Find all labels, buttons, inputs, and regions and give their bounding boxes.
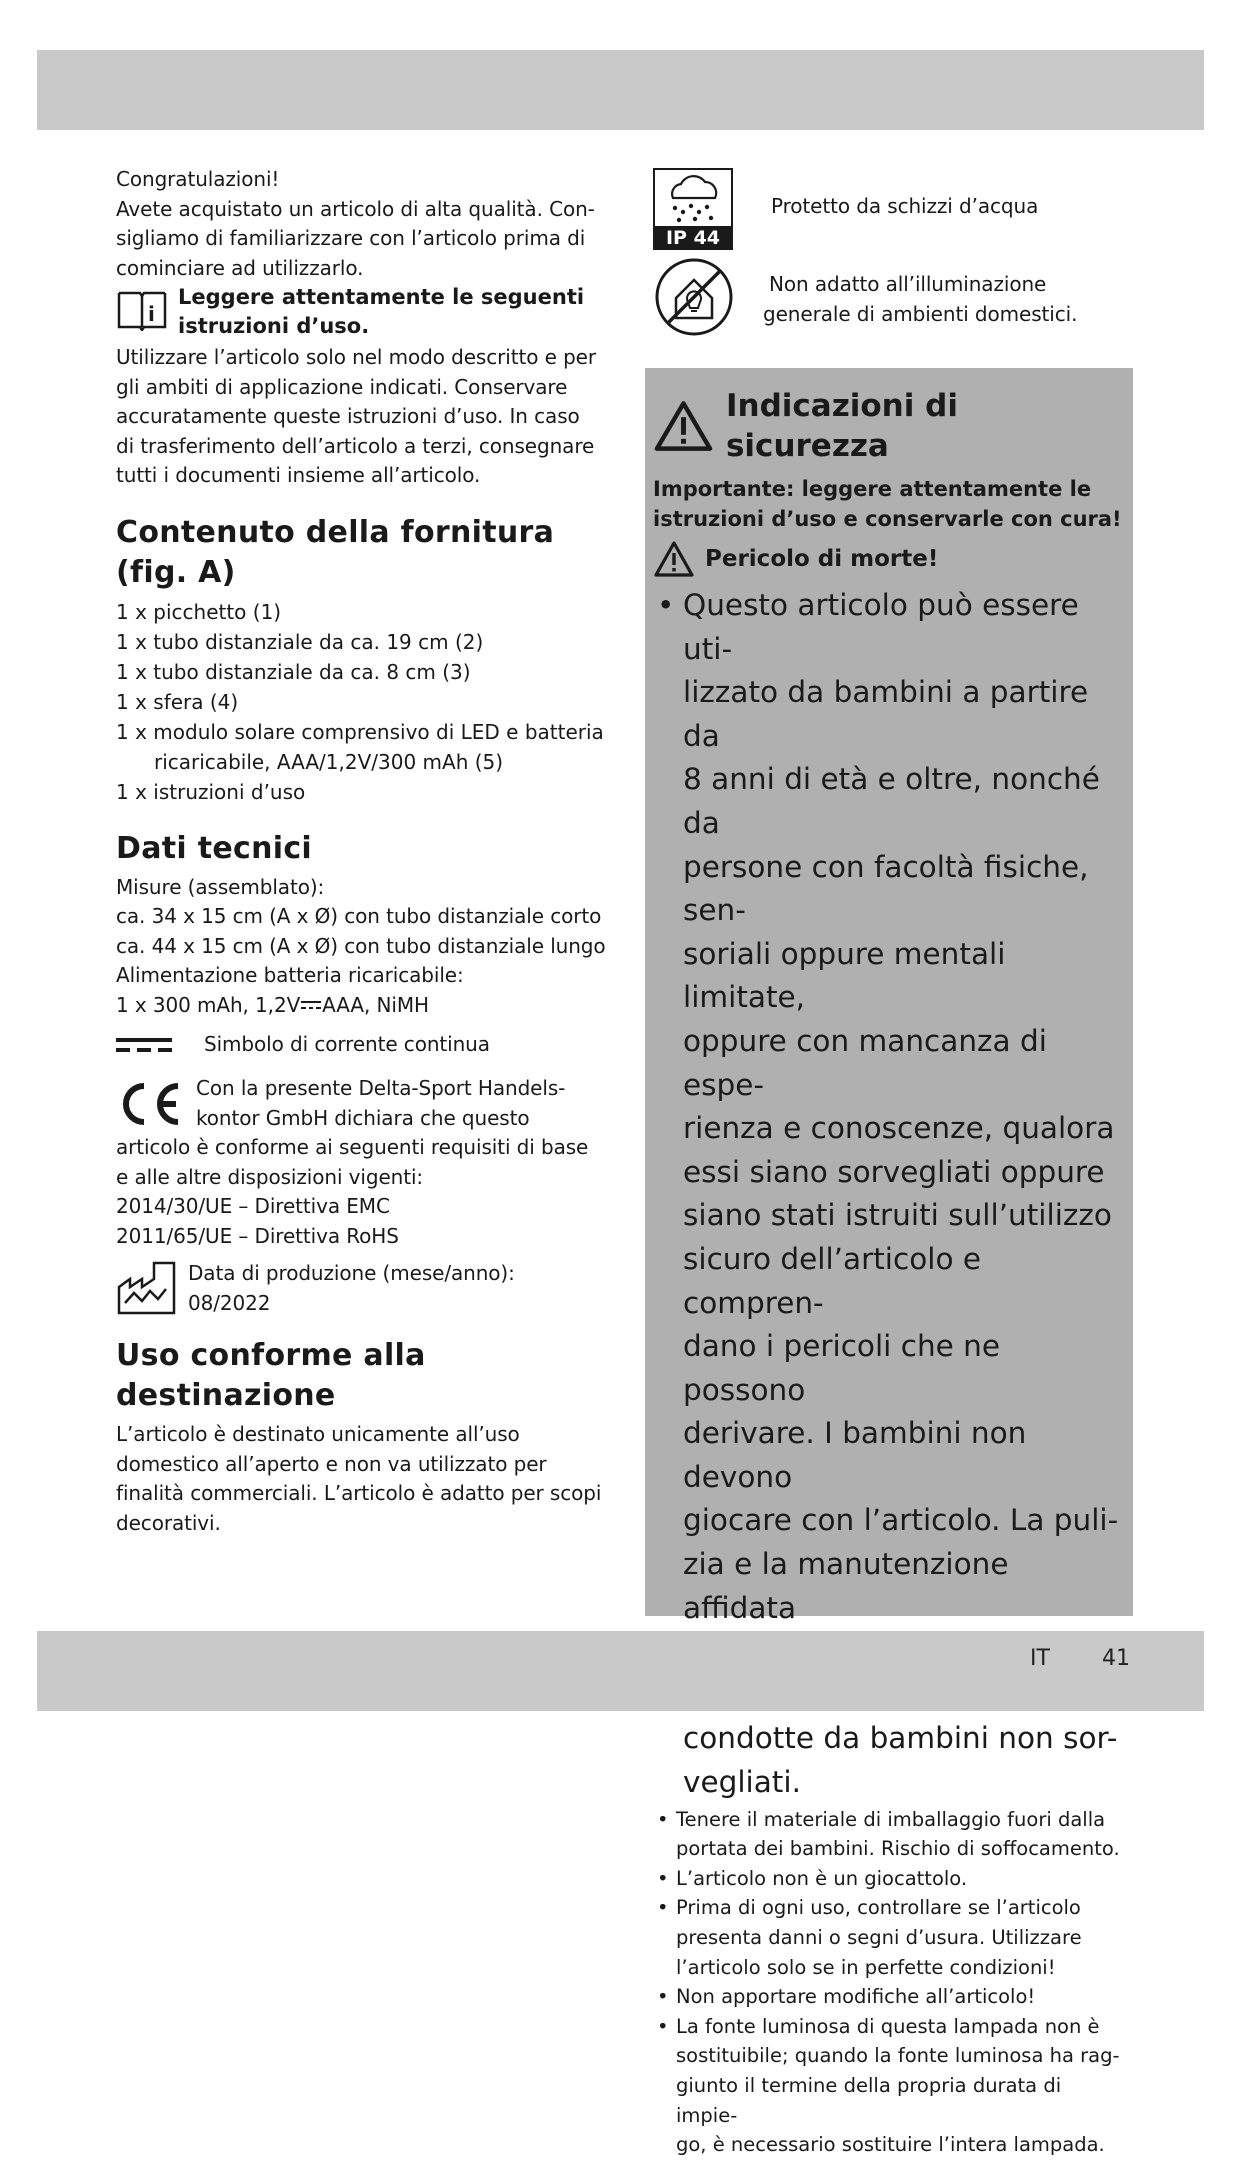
ip-rating-badge: IP 44	[665, 227, 721, 249]
svg-text:i: i	[148, 302, 155, 326]
safety-bullet-line: presenta danni o segni d’usura. Utilizzare	[676, 1926, 1082, 1949]
safety-bullet-line: sostituibile; quando la fonte luminosa ha rag-	[676, 2044, 1120, 2068]
dc-symbol-row	[116, 1030, 616, 1060]
not-household-lighting-icon	[653, 256, 735, 338]
dc-symbol-label: Simbolo di corrente continua	[204, 1032, 490, 1057]
ce-mark-icon	[116, 1080, 182, 1128]
intended-use-line: L’articolo è destinato unicamente all’uso	[116, 1422, 520, 1446]
contents-section	[116, 513, 616, 807]
big-bullet-line: dano i pericoli che ne possono	[683, 1329, 1001, 1407]
usage-line: tutti i documenti insieme all’articolo.	[116, 463, 481, 487]
safety-bullet-line: giunto il termine della propria durata di impie-	[676, 2073, 1062, 2127]
big-bullet-line: oppure con mancanza di espe-	[683, 1023, 1047, 1102]
safety-bullet-line: Non apportare modifiche all’articolo!	[676, 1985, 1036, 2009]
safety-bullet-line: Tenere il materiale di imballaggio fuori dalla	[676, 1807, 1106, 1831]
big-bullet-line: derivare. I bambini non devono	[683, 1416, 1027, 1494]
big-bullet-line: sicuro dell’articolo e compren-	[683, 1241, 982, 1320]
warning-triangle-icon	[653, 399, 714, 453]
big-bullet-line: giocare con l’articolo. La puli-	[683, 1503, 1119, 1538]
manufacture-date-icon	[116, 1259, 178, 1317]
production-date-value: 08/2022	[188, 1290, 271, 1315]
safety-bullet-line: go, è necessario sostituire l’intera lampada.	[676, 2133, 1105, 2157]
bullet-dot: •	[657, 1985, 669, 2009]
read-instructions-notice	[116, 283, 616, 341]
children-warning	[653, 584, 1125, 1805]
safety-subtitle	[653, 474, 1125, 534]
contents-item: 1 x tubo distanziale da ca. 8 cm (3)	[116, 659, 471, 684]
tech-line: Misure (assemblato):	[116, 874, 325, 899]
safety-bullet	[653, 1893, 1125, 1982]
contents-item: 1 x tubo distanziale da ca. 19 cm (2)	[116, 629, 484, 654]
safety-title-row	[653, 386, 1125, 466]
contents-heading: Contenuto della fornitura	[116, 514, 555, 550]
big-bullet-line: 8 anni di età e oltre, nonché da	[683, 762, 1100, 840]
bullet-dot: •	[657, 1807, 669, 1831]
ce-declaration	[116, 1074, 616, 1251]
safety-bullet	[653, 1805, 1125, 1864]
ce-line: 2011/65/UE – Direttiva RoHS	[116, 1223, 399, 1248]
safety-bullet-line: La fonte luminosa di questa lampada non è	[676, 2014, 1100, 2038]
usage-line: gli ambiti di applicazione indicati. Conservare	[116, 374, 568, 399]
production-date-label: Data di produzione (mese/anno):	[188, 1261, 515, 1285]
safety-subtitle-line: Importante: leggere attentamente le	[653, 477, 1092, 501]
contents-item: 1 x istruzioni d’uso	[116, 779, 306, 804]
danger-row	[653, 540, 1125, 578]
not-household-line: generale di ambienti domestici.	[763, 301, 1078, 326]
tech-line: ca. 34 x 15 cm (A x Ø) con tubo distanziale corto	[116, 904, 602, 928]
dc-symbol-inline-icon	[301, 998, 321, 1012]
safety-title: Indicazioni di sicurezza	[725, 388, 958, 464]
intended-use-line: decorativi.	[116, 1510, 221, 1535]
left-column	[116, 165, 616, 1538]
safety-bullet	[653, 2012, 1125, 2160]
intro-paragraph	[116, 165, 616, 283]
usage-line: accuratamente queste istruzioni d’uso. In caso	[116, 404, 580, 428]
safety-subtitle-line: istruzioni d’uso e conservarle con cura!	[653, 507, 1122, 531]
tech-section	[116, 829, 616, 1061]
greeting: Congratulazioni!	[116, 167, 280, 191]
big-bullet-line: soriali oppure mentali limitate,	[683, 936, 1006, 1015]
intro-line: Avete acquistato un articolo di alta qualità. Con-	[116, 196, 595, 221]
bullet-dot: •	[657, 2014, 669, 2038]
big-bullet-line: essi siano sorvegliati oppure	[683, 1154, 1105, 1189]
contents-item: 1 x modulo solare comprensivo di LED e batteria	[116, 719, 604, 744]
safety-bullet-line: Prima di ogni uso, controllare se l’articolo	[676, 1896, 1081, 1920]
dc-symbol-icon	[116, 1034, 172, 1056]
tech-line: ca. 44 x 15 cm (A x Ø) con tubo distanziale lungo	[116, 933, 606, 958]
bullet-dot: •	[657, 588, 675, 622]
danger-label: Pericolo di morte!	[705, 546, 939, 572]
big-bullet-line: condotte da bambini non sor-	[683, 1721, 1118, 1756]
intended-use-heading: destinazione	[116, 1378, 336, 1413]
read-manual-icon	[116, 287, 168, 331]
big-bullet-line: lizzato da bambini a partire da	[683, 675, 1089, 753]
ce-line: 2014/30/UE – Direttiva EMC	[116, 1194, 390, 1218]
footer-band	[37, 1631, 1204, 1711]
not-household-line: Non adatto all’illuminazione	[769, 272, 1047, 296]
bullet-dot: •	[657, 1866, 669, 1890]
read-notice-line: Leggere attentamente le seguenti	[178, 285, 585, 309]
ce-line: articolo è conforme ai seguenti requisiti di base	[116, 1135, 589, 1159]
intended-use-heading: Uso conforme alla	[116, 1338, 426, 1373]
intro-line: cominciare ad utilizzarlo.	[116, 255, 364, 280]
header-band	[37, 50, 1204, 130]
intended-use-section	[116, 1336, 616, 1538]
battery-type: AAA, NiMH	[322, 992, 429, 1017]
danger-triangle-icon	[653, 540, 695, 578]
big-bullet-line: persone con facoltà fisiche, sen-	[683, 849, 1089, 928]
ce-line: Con la presente Delta-Sport Handels-	[196, 1076, 566, 1100]
contents-item: 1 x sfera (4)	[116, 689, 239, 714]
ip44-row	[653, 168, 1133, 252]
tech-heading: Dati tecnici	[116, 830, 312, 866]
intended-use-line: finalità commerciali. L’articolo è adatto per scopi	[116, 1481, 602, 1505]
read-notice-line: istruzioni d’uso.	[178, 314, 370, 338]
safety-bullet-line: l’articolo solo se in perfette condizioni!	[676, 1955, 1056, 1979]
ce-line: kontor GmbH dichiara che questo	[196, 1105, 530, 1130]
intro-line: sigliamo di familiarizzare con l’articolo prima di	[116, 226, 586, 250]
small-bullet-list	[653, 1805, 1125, 2160]
safety-bullet	[653, 1982, 1125, 2012]
big-bullet-line: rienza e conoscenze, qualora	[683, 1111, 1115, 1146]
safety-bullet-line: L’articolo non è un giocattolo.	[676, 1866, 968, 1890]
tech-line: Alimentazione batteria ricaricabile:	[116, 963, 464, 987]
bullet-dot: •	[657, 1896, 669, 1920]
big-bullet-line: zia e la manutenzione affidata	[683, 1547, 1009, 1625]
usage-line: di trasferimento dell’articolo a terzi, consegnare	[116, 433, 595, 458]
battery-spec: 1 x 300 mAh, 1,2V	[116, 992, 301, 1017]
intended-use-line: domestico all’aperto e non va utilizzato per	[116, 1451, 547, 1476]
safety-bullet-line: portata dei bambini. Rischio di soffocamento.	[676, 1837, 1120, 1861]
footer-language: IT	[1030, 1646, 1050, 1671]
big-bullet-line: vegliati.	[683, 1765, 801, 1800]
big-bullet-line: siano stati istruiti sull’utilizzo	[683, 1198, 1112, 1233]
safety-bullet	[653, 1864, 1125, 1894]
usage-paragraph	[116, 343, 616, 491]
ce-line: e alle altre disposizioni vigenti:	[116, 1164, 424, 1189]
ip-label: Protetto da schizzi d’acqua	[771, 194, 1039, 218]
big-bullet-line: Questo articolo può essere uti-	[683, 588, 1079, 666]
not-household-row	[653, 256, 1133, 342]
production-date-row	[116, 1259, 616, 1318]
usage-line: Utilizzare l’articolo solo nel modo descritto e per	[116, 345, 596, 369]
battery-line	[116, 991, 616, 1021]
contents-item: 1 x picchetto (1)	[116, 599, 282, 624]
contents-item: ricaricabile, AAA/1,2V/300 mAh (5)	[154, 749, 504, 774]
contents-heading: (fig. A)	[116, 554, 236, 590]
page-number: 41	[1102, 1646, 1130, 1671]
